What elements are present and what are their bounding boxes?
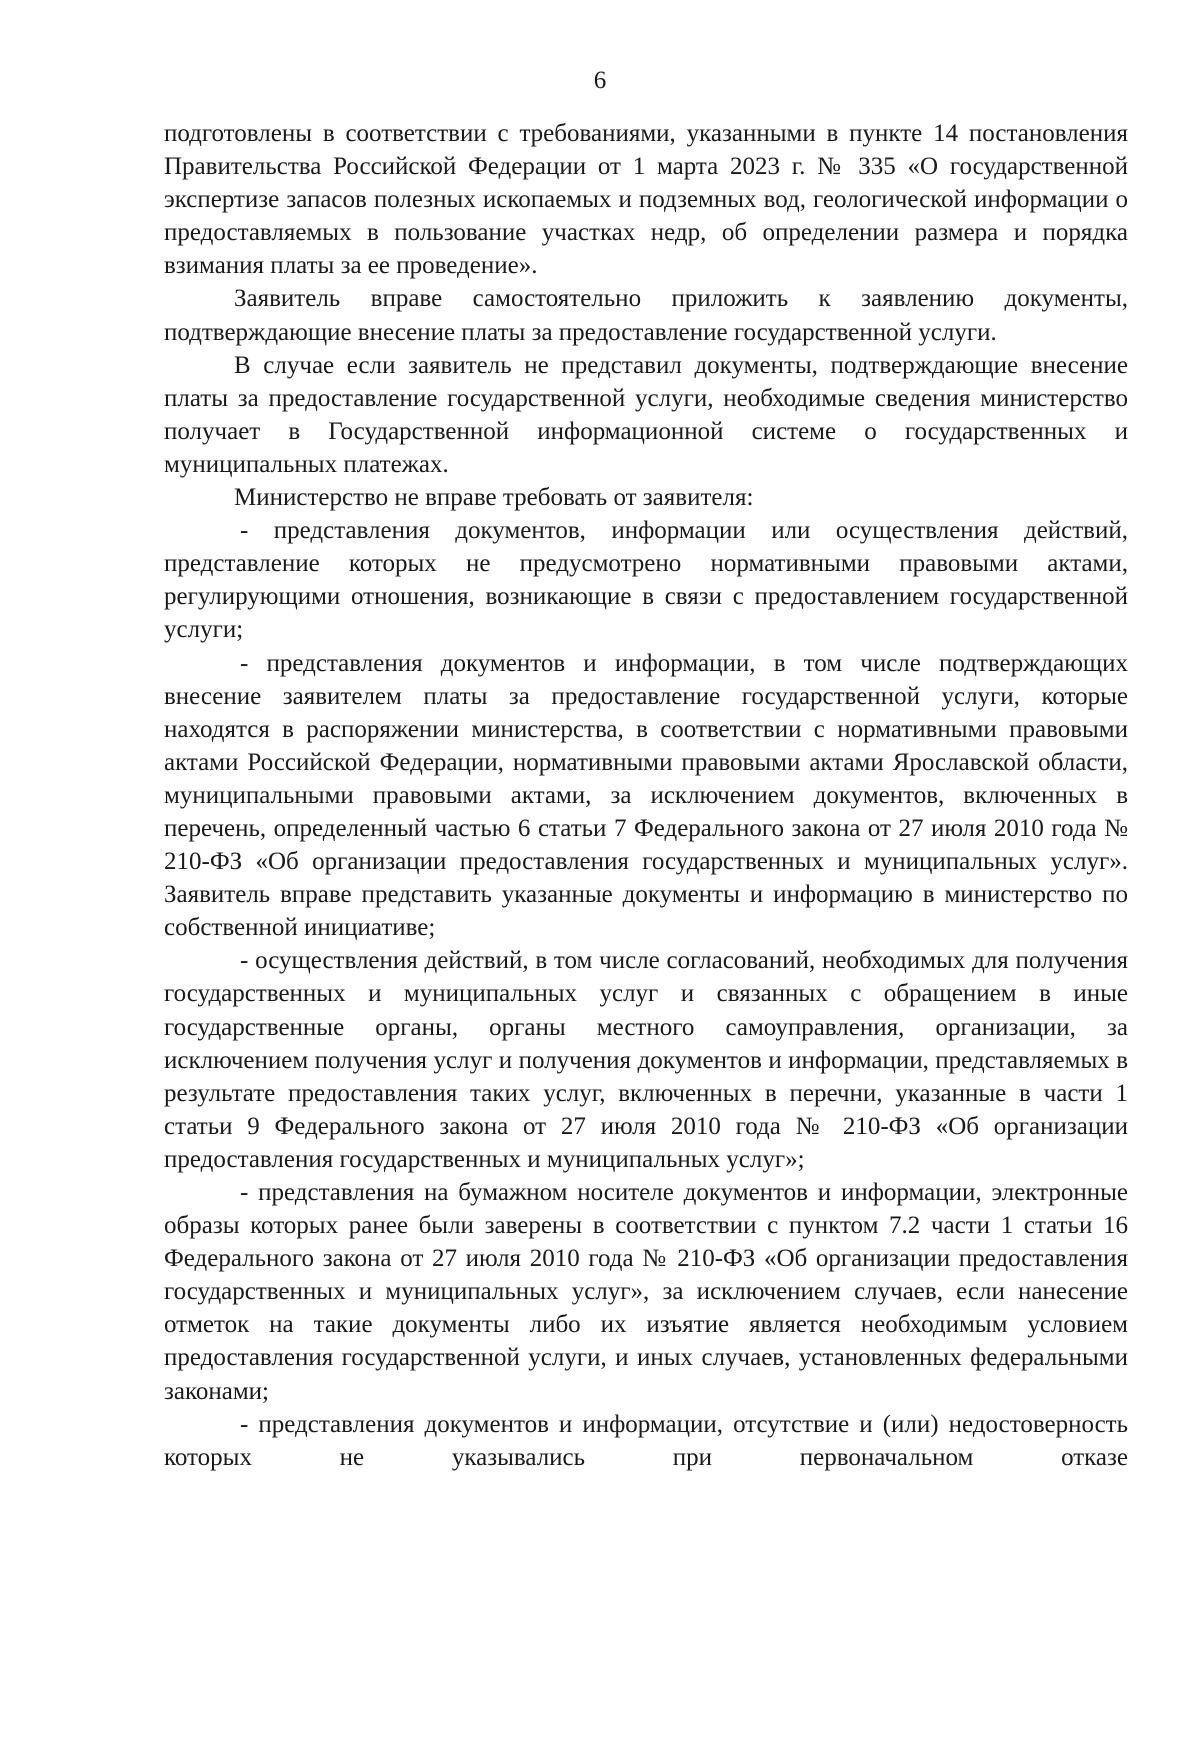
- document-body: [164, 117, 1128, 1474]
- paragraph-applicant-right: Заявитель вправе самостоятельно приложить к заявлению документы, подтверждающие внесение платы за предоставление государственной услуги.: [164, 285, 1128, 346]
- paragraph-payment-info: В случае если заявитель не представил документы, подтверждающие внесение платы за предоставление государственной услуги, необходимые сведения министерство получает в Государственной информационной системе о государственных и муниципальных платежах.: [164, 351, 1128, 478]
- list-item-restriction-2: - представления документов и информации, в том числе подтверждающих внесение заявителем платы за предоставление государственной услуги, которые находятся в распоряжении министерства, в соответствии с нормативными правовыми актами Российской Федерации, нормативными правовыми актами Ярославской области, муниципальными правовыми актами, за исключением документов, включенных в перечень, определенный частью 6 статьи 7 Федерального закона от 27 июля 2010 года № 210-ФЗ «Об организации предоставления государственных и муниципальных услуг». Заявитель вправе представить указанные документы и информацию в министерство по собственной инициативе;: [164, 649, 1128, 942]
- list-item-restriction-3: - осуществления действий, в том числе согласований, необходимых для получения государственных и муниципальных услуг и связанных с обращением в иные государственные органы, органы местного самоуправления, организации, за исключением получения услуг и получения документов и информации, представляемых в результате предоставления таких услуг, включенных в перечни, указанные в части 1 статьи 9 Федерального закона от 27 июля 2010 года № 210-ФЗ «Об организации предоставления государственных и муниципальных услуг»;: [164, 947, 1128, 1173]
- paragraph-ministry-restrictions: Министерство не вправе требовать от заявителя:: [234, 484, 754, 512]
- list-item-restriction-4: - представления на бумажном носителе документов и информации, электронные образы которых ранее были заверены в соответствии с пунктом 7.2 части 1 статьи 16 Федерального закона от 27 июля 2010 года № 210-ФЗ «Об организации предоставления государственных и муниципальных услуг», за исключением случаев, если нанесение отметок на такие документы либо их изъятие является необходимым условием предоставления государственной услуги, и иных случаев, установленных федеральными законами;: [164, 1179, 1128, 1405]
- list-item-restriction-1: - представления документов, информации или осуществления действий, представление которых не предусмотрено нормативными правовыми актами, регулирующими отношения, возникающие в связи с предоставлением государственной услуги;: [164, 517, 1128, 644]
- paragraph-continuation: подготовлены в соответствии с требованиями, указанными в пункте 14 постановления Правительства Российской Федерации от 1 марта 2023 г. № 335 «О государственной экспертизе запасов полезных ископаемых и подземных вод, геологической информации о предоставляемых в пользование участках недр, об определении размера и порядка взимания платы за ее проведение».: [164, 120, 1128, 280]
- list-item-restriction-5: - представления документов и информации, отсутствие и (или) недостоверность которых не указывались при первоначальном отказе: [164, 1410, 1128, 1471]
- page-number: 6: [593, 67, 607, 94]
